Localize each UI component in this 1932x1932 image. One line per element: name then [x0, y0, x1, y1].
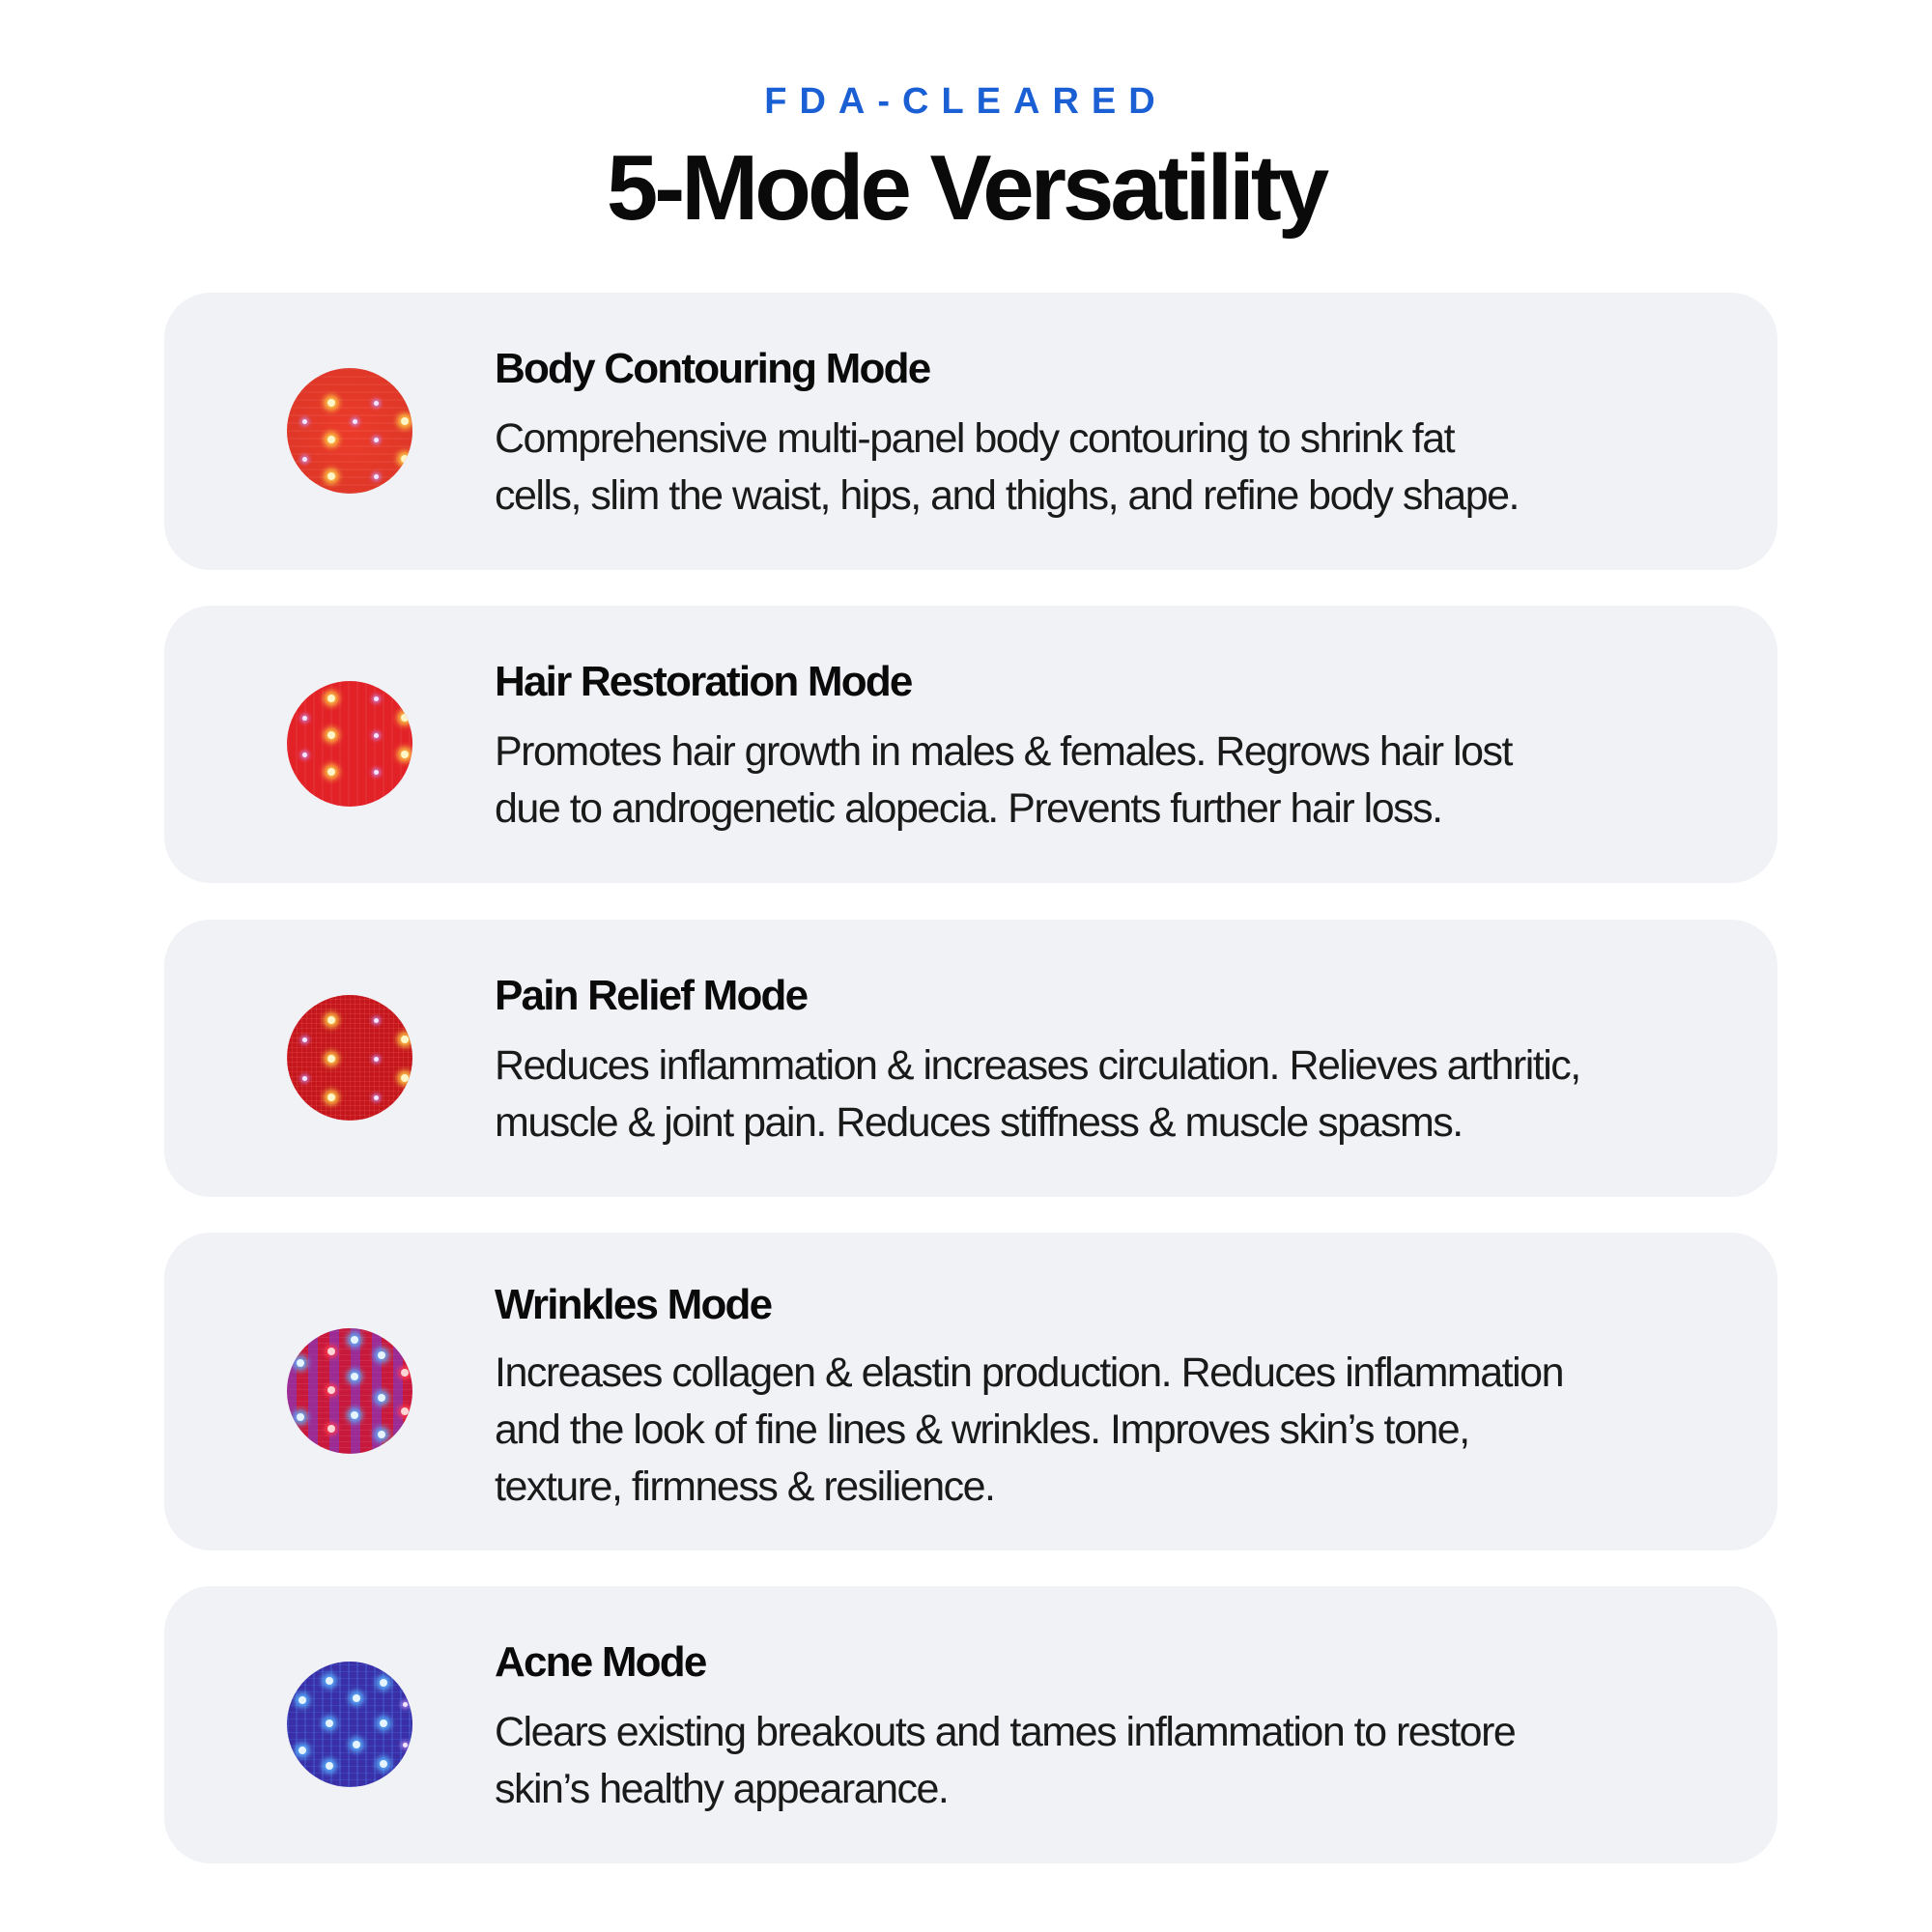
mode-description: Comprehensive multi-panel body contouring to shrink fat cells, slim the waist, hips, and thighs, and refine body shape.	[495, 415, 1519, 519]
mode-description: Clears existing breakouts and tames inflammation to restore skin’s healthy appearance.	[495, 1709, 1516, 1812]
mode-title: Acne Mode	[495, 1638, 706, 1686]
deep-red-led-panel-icon	[287, 995, 412, 1121]
page-title: 5-Mode Versatility	[606, 136, 1326, 240]
mode-card-body-contouring	[164, 293, 1777, 570]
eyebrow-label: FDA-CLEARED	[764, 81, 1168, 122]
mode-description: Increases collagen & elastin production. Reduces inflammation and the look of fine lines & wrinkles. Improves skin’s tone, texture, firmness & resilience.	[495, 1350, 1563, 1510]
mode-title: Body Contouring Mode	[495, 345, 930, 392]
mode-title: Wrinkles Mode	[495, 1281, 772, 1328]
mode-description: Promotes hair growth in males & females. Regrows hair lost due to androgenetic alopecia. Prevents further hair loss.	[495, 728, 1512, 832]
mode-title: Hair Restoration Mode	[495, 658, 912, 705]
mode-card-hair-restoration	[164, 606, 1777, 883]
mode-title: Pain Relief Mode	[495, 972, 808, 1019]
red-blue-led-panel-icon	[287, 1328, 412, 1454]
red-led-panel-icon	[287, 368, 412, 494]
blue-led-panel-icon	[287, 1662, 412, 1787]
mode-description: Reduces inflammation & increases circulation. Relieves arthritic, muscle & joint pain. Reduces stiffness & muscle spasms.	[495, 1042, 1580, 1146]
mode-card-wrinkles	[164, 1233, 1777, 1550]
mode-card-pain-relief	[164, 920, 1777, 1197]
red-led-panel-icon	[287, 681, 412, 807]
mode-card-acne	[164, 1586, 1777, 1863]
